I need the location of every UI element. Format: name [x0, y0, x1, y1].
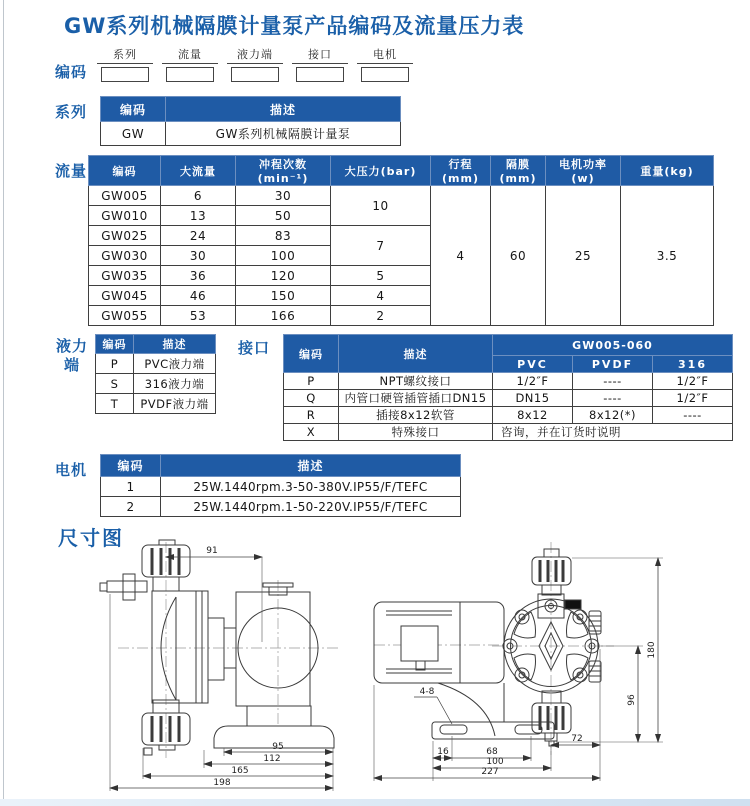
top-valve-knob: [532, 549, 571, 595]
cell-desc: PVC液力端: [134, 354, 216, 374]
cell-code: T: [96, 394, 134, 414]
cell-flow: 24: [161, 226, 236, 246]
cell-pressure-group4: 4: [331, 286, 431, 306]
cell-strokes: 150: [236, 286, 331, 306]
mounting-slot-left: [440, 725, 467, 734]
dim-label-165: 165: [231, 766, 249, 776]
cell-code: Q: [284, 390, 339, 407]
table-row: [96, 394, 216, 414]
cell-desc: 插接8x12软管: [339, 407, 493, 424]
table-header-row: [96, 335, 216, 354]
cell-strokes: 100: [236, 246, 331, 266]
cell-code: GW045: [89, 286, 161, 306]
col-header-max-flow: 大流量: [161, 156, 236, 186]
cell-pvc: DN15: [493, 390, 573, 407]
cell-code: GW030: [89, 246, 161, 266]
dim-label-96: 96: [627, 694, 637, 706]
series-table: [100, 96, 401, 146]
table-row: [101, 477, 461, 497]
cell-desc: 25W.1440rpm.3-50-380V.IP55/F/TEFC: [161, 477, 461, 497]
cell-strokes: 120: [236, 266, 331, 286]
col-header-code: 编码: [96, 335, 134, 354]
cell-flow: 53: [161, 306, 236, 326]
pump-side-view-drawing: [100, 540, 340, 791]
table-header-row: [89, 156, 714, 186]
cell-316: 1/2″F: [653, 390, 733, 407]
col-header-weight: 重量(kg): [621, 156, 714, 186]
code-field-flow: [162, 46, 218, 82]
cell-pvdf: ----: [573, 390, 653, 407]
cell-316: ----: [653, 407, 733, 424]
cell-desc: 316液力端: [134, 374, 216, 394]
cell-flow: 6: [161, 186, 236, 206]
series-label: 系列: [55, 103, 88, 121]
col-header-group: GW005-060: [493, 335, 733, 356]
vent-plug: [565, 600, 581, 609]
bottom-valve-knob: [532, 691, 571, 746]
table-row: [96, 354, 216, 374]
cell-pressure-group1: 10: [331, 186, 431, 226]
cell-pvc: 1/2″F: [493, 373, 573, 390]
cell-shared-stroke-len: 4: [431, 186, 491, 326]
dim-label-227: 227: [481, 767, 499, 777]
code-field-motor-box: [361, 67, 409, 82]
liquid-end-label-line1: 液力: [55, 337, 88, 355]
cell-desc: 内管口硬管插管插口DN15: [339, 390, 493, 407]
cell-pvdf: ----: [573, 373, 653, 390]
cell-strokes: 166: [236, 306, 331, 326]
series-code-cell: GW: [101, 122, 166, 146]
liquid-end-label: [52, 337, 92, 375]
cell-code: R: [284, 407, 339, 424]
liquid-end-label-line2: 端: [63, 356, 80, 374]
code-field-liquid-end: [227, 46, 283, 82]
dimension-drawings: [0, 538, 750, 806]
hole-callout: [414, 687, 452, 724]
cell-pvdf: 8x12(*): [573, 407, 653, 424]
series-desc-cell: GW系列机械隔膜计量泵: [166, 122, 401, 146]
cell-pressure-group2: 7: [331, 226, 431, 266]
table-header-row: [101, 97, 401, 122]
code-field-motor: [357, 46, 413, 82]
flow-label: 流量: [55, 162, 88, 180]
dim-label-95: 95: [272, 742, 284, 752]
cell-desc: PVDF液力端: [134, 394, 216, 414]
diaphragm-head: [152, 591, 236, 703]
table-row: [101, 122, 401, 146]
table-row: [101, 497, 461, 517]
table-row: [284, 424, 733, 441]
cell-shared-motor-power: 25: [546, 186, 621, 326]
col-header-diaphragm: 隔膜(mm): [491, 156, 546, 186]
cell-merged-note: 咨询，并在订货时说明: [493, 424, 733, 441]
cell-code: GW010: [89, 206, 161, 226]
col-header-code: 编码: [284, 335, 339, 373]
table-row: [284, 407, 733, 424]
col-header-stroke-rate: 冲程次数(min⁻¹): [236, 156, 331, 186]
dim-label-198: 198: [213, 778, 231, 788]
dim-label-112: 112: [263, 754, 281, 764]
page-title: GW系列机械隔膜计量泵产品编码及流量压力表: [64, 14, 525, 38]
cell-strokes: 50: [236, 206, 331, 226]
motor-housing: [374, 602, 504, 683]
code-field-motor-label: 电机: [357, 46, 413, 64]
cell-code: 1: [101, 477, 161, 497]
dim-label-180: 180: [647, 641, 657, 659]
code-field-liquid-end-label: 液力端: [227, 46, 283, 64]
cell-desc: 25W.1440rpm.1-50-220V.IP55/F/TEFC: [161, 497, 461, 517]
injection-fitting: [100, 574, 147, 600]
col-header-code: 编码: [89, 156, 161, 186]
col-header-max-pressure: 大压力(bar): [331, 156, 431, 186]
col-header-desc: 描述: [166, 97, 401, 122]
col-header-pvdf: PVDF: [573, 356, 653, 373]
dimension-section-title: 尺寸图: [58, 526, 124, 550]
code-field-flow-box: [166, 67, 214, 82]
dim-label-4-8: 4-8: [419, 687, 435, 697]
dim-label-100: 100: [486, 757, 504, 767]
cell-flow: 46: [161, 286, 236, 306]
table-row: [96, 374, 216, 394]
cell-flow: 30: [161, 246, 236, 266]
col-header-desc: 描述: [339, 335, 493, 373]
table-row: [284, 390, 733, 407]
cell-code: X: [284, 424, 339, 441]
cell-code: P: [96, 354, 134, 374]
cell-code: GW005: [89, 186, 161, 206]
cell-shared-diaphragm: 60: [491, 186, 546, 326]
interface-table: [283, 334, 733, 441]
dim-label-68: 68: [486, 747, 498, 757]
code-field-flow-label: 流量: [162, 46, 218, 64]
table-row: [89, 186, 714, 206]
cell-flow: 13: [161, 206, 236, 226]
motor-label: 电机: [55, 461, 88, 479]
table-row: [284, 373, 733, 390]
code-field-interface-label: 接口: [292, 46, 348, 64]
cell-code: 2: [101, 497, 161, 517]
col-header-desc: 描述: [134, 335, 216, 354]
code-field-series: [97, 46, 153, 82]
cell-strokes: 83: [236, 226, 331, 246]
col-header-316: 316: [653, 356, 733, 373]
cell-code: GW025: [89, 226, 161, 246]
dim-label-16: 16: [437, 747, 449, 757]
cell-code: P: [284, 373, 339, 390]
cell-desc: NPT螺纹接口: [339, 373, 493, 390]
cell-flow: 36: [161, 266, 236, 286]
code-field-liquid-end-box: [231, 67, 279, 82]
col-header-stroke-len: 行程(mm): [431, 156, 491, 186]
cell-strokes: 30: [236, 186, 331, 206]
code-field-series-box: [101, 67, 149, 82]
liquid-end-table: [95, 334, 216, 414]
col-header-desc: 描述: [161, 455, 461, 477]
col-header-code: 编码: [101, 455, 161, 477]
cell-shared-weight: 3.5: [621, 186, 714, 326]
cell-pressure-group3: 5: [331, 266, 431, 286]
col-header-pvc: PVC: [493, 356, 573, 373]
pump-body: [236, 583, 318, 706]
col-header-code: 编码: [101, 97, 166, 122]
dimension-lines: [374, 558, 658, 778]
pump-front-view-drawing: [374, 542, 663, 781]
table-header-row: [101, 455, 461, 477]
coding-label: 编码: [55, 63, 88, 81]
table-header-row: [284, 335, 733, 356]
cell-pvc: 8x12: [493, 407, 573, 424]
flow-table: [88, 155, 714, 326]
cell-code: S: [96, 374, 134, 394]
cell-pressure-group5: 2: [331, 306, 431, 326]
col-header-motor-power: 电机功率(w): [546, 156, 621, 186]
dim-label-91: 91: [206, 546, 218, 556]
code-field-interface-box: [296, 67, 344, 82]
code-field-series-label: 系列: [97, 46, 153, 64]
dim-label-72: 72: [571, 734, 583, 744]
cell-desc: 特殊接口: [339, 424, 493, 441]
interface-label: 接口: [238, 339, 271, 357]
code-field-interface: [292, 46, 348, 82]
stand-and-baseplate: [432, 683, 554, 739]
motor-table: [100, 454, 461, 517]
cell-316: 1/2″F: [653, 373, 733, 390]
cell-code: GW055: [89, 306, 161, 326]
cell-code: GW035: [89, 266, 161, 286]
